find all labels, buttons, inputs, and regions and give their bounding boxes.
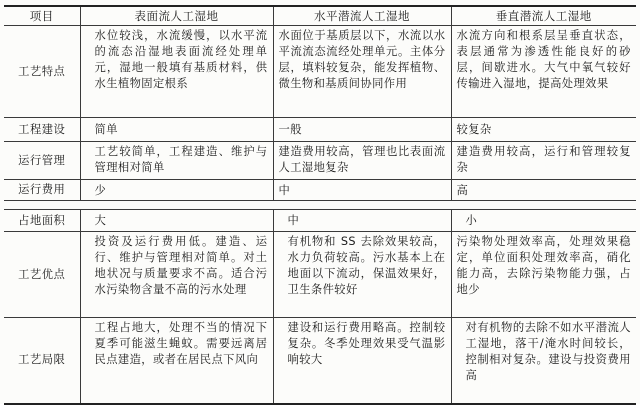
cell-surface: 工艺较简单，工程建造、维护与管理相对简单 [80,142,273,180]
table-row [4,210,636,232]
row-label: 占地面积 [4,210,80,232]
cell-vertical: 建造费用较高，运行和管理较复杂 [451,142,636,180]
table-row [4,26,636,118]
wetland-comparison-table [4,5,636,405]
cell-surface: 大 [80,210,273,232]
table-row [4,180,636,201]
cell-horizontal: 建设和运行费用略高。控制较复杂。冬季处理效果受气温影响较大 [273,318,451,404]
cell-horizontal: 水面位于基质层以下，水流以水平流流态流经处理单元。主体分层，填料较复杂，能发挥植物、微生物和基质间协同作用 [273,26,451,118]
row-label: 运行费用 [4,180,80,201]
cell-surface: 简单 [80,118,273,142]
cell-horizontal: 中 [273,210,451,232]
cell-vertical: 水流方向和根系层呈垂直状态，表层通常为渗透性能良好的砂层，间歇进水。大气中氧气较好传输进入湿地，提高处理效果 [451,26,636,118]
table-body [4,26,636,404]
row-label: 工艺特点 [4,26,80,118]
header-horizontal-subsurface: 水平潜流人工湿地 [273,6,451,26]
cell-horizontal: 有机物和 SS 去除效果较高，水力负荷较高。污水基本上在地面以下流动，保温效果好，卫生条件较好 [273,232,451,318]
row-label: 工程建设 [4,118,80,142]
header-surface-flow: 表面流人工湿地 [80,6,273,26]
table-row [4,118,636,142]
cell-horizontal: 建造费用较高，管理也比表面流人工湿地复杂 [273,142,451,180]
cell-vertical: 小 [451,210,636,232]
row-label: 工艺优点 [4,232,80,318]
cell-surface: 投资及运行费用低。建造、运行、维护与管理相对简单。对土地状况与质量要求不高。适合污水污染物含量不高的污水处理 [80,232,273,318]
cell-vertical: 较复杂 [451,118,636,142]
cell-surface: 少 [80,180,273,201]
cell-surface: 工程占地大，处理不当的情况下夏季可能滋生蝇蚊。需要远离居民点建造，或者在居民点下风向 [80,318,273,404]
row-label: 工艺局限 [4,318,80,404]
header-item: 项目 [4,6,80,26]
cell-vertical: 高 [451,180,636,201]
cell-vertical: 污染物处理效率高，处理效果稳定，单位面积处理效率高，硝化能力高，去除污染物能力强，占地少 [451,232,636,318]
table-row [4,232,636,318]
header-row [4,6,636,26]
cell-surface: 水位较浅，水流缓慢，以水平流的流态沿湿地表面流经处理单元，湿地一般填有基质材料，供水生植物固定根系 [80,26,273,118]
table-spacer-row [4,201,636,210]
table-row [4,142,636,180]
row-label: 运行管理 [4,142,80,180]
cell-horizontal: 中 [273,180,451,201]
cell-vertical: 对有机物的去除不如水平潜流人工湿地，落干/淹水时间较长，控制相对复杂。建设与投资费用高 [451,318,636,404]
table-row [4,318,636,404]
header-vertical-subsurface: 垂直潜流人工湿地 [451,6,636,26]
table-header [4,6,636,26]
cell-horizontal: 一般 [273,118,451,142]
